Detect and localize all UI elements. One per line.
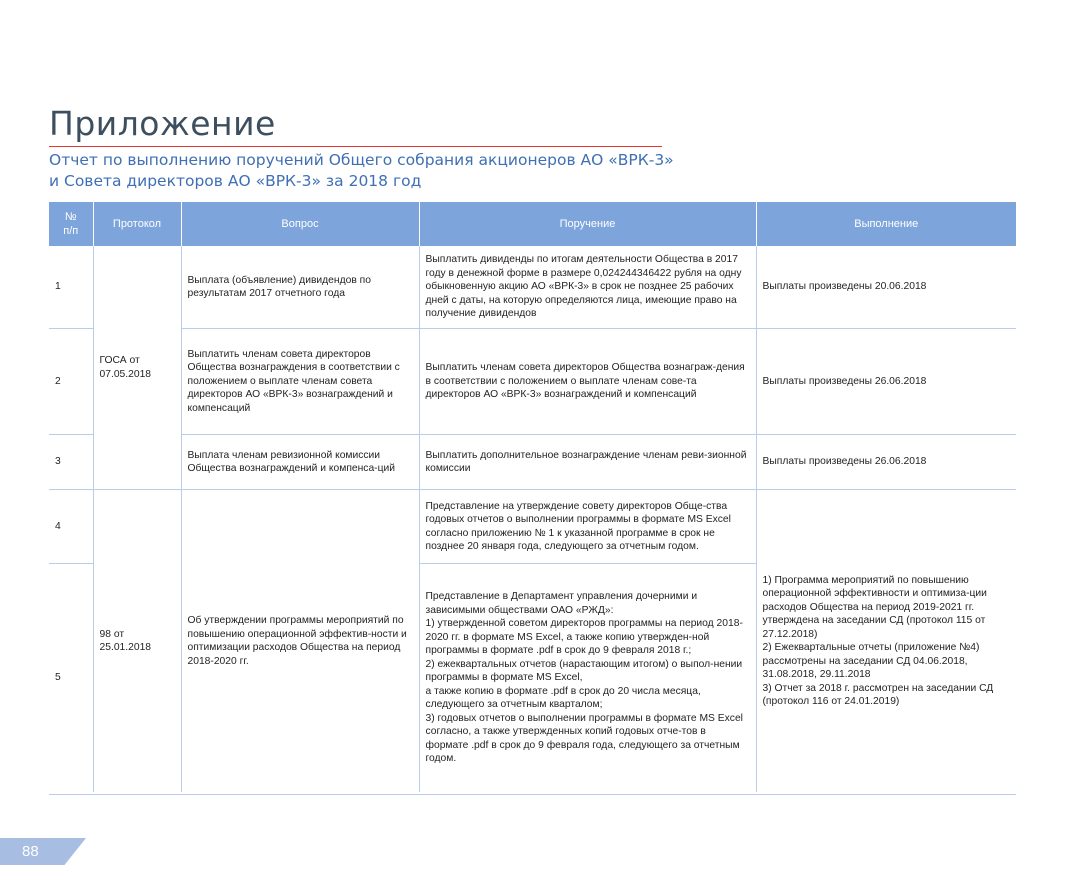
header-question: Вопрос bbox=[181, 202, 419, 246]
question-cell: Выплата членам ревизионной комиссии Общества вознаграждений и компенса-ций bbox=[181, 435, 419, 490]
report-subtitle bbox=[49, 150, 749, 192]
table-header-row bbox=[49, 202, 1016, 246]
subtitle-line-1: Отчет по выполнению поручений Общего собрания акционеров АО «ВРК-3» bbox=[49, 151, 674, 169]
header-protocol: Протокол bbox=[93, 202, 181, 246]
row-number: 3 bbox=[49, 435, 93, 490]
table-row bbox=[49, 490, 1016, 564]
order-cell: Выплатить дивиденды по итогам деятельности Общества в 2017 году в денежной форме в размере 0,024244346422 рубля на одну обыкновенную акцию АО «ВРК-3» в срок не позднее 25 рабочих дней с даты, на которую определяются лица, имеющие право на получение дивидендов bbox=[419, 246, 756, 329]
row-number: 4 bbox=[49, 490, 93, 564]
order-cell: Выплатить членам совета директоров Общества вознаграж-дения в соответствии с положением о выплате членам сове-та директоров АО «ВРК-3» вознаграждений и компенсаций bbox=[419, 329, 756, 435]
result-cell: Выплаты произведены 26.06.2018 bbox=[756, 435, 1016, 490]
protocol-cell: 98 от 25.01.2018 bbox=[93, 490, 181, 793]
page-title: Приложение bbox=[49, 104, 276, 143]
header-order: Поручение bbox=[419, 202, 756, 246]
table-row bbox=[49, 329, 1016, 435]
result-cell: Выплаты произведены 26.06.2018 bbox=[756, 329, 1016, 435]
row-number: 1 bbox=[55, 281, 61, 293]
report-table bbox=[49, 202, 1016, 792]
row-number: 5 bbox=[49, 564, 93, 793]
table-row bbox=[49, 246, 1016, 329]
header-number: № п/п bbox=[49, 202, 93, 246]
protocol-cell: ГОСА от 07.05.2018 bbox=[93, 246, 181, 490]
page-number: 88 bbox=[22, 843, 39, 860]
order-cell: Представление в Департамент управления дочерними и зависимыми обществами ОАО «РЖД»: 1) утвержденной советом директоров программы на период 2018-2020 гг. в формате MS Excel, а также копию утвержден-ной программы в формате .pdf в срок до 9 февраля 2018 г.; 2) ежеквартальных отчетов (нарастающим итогом) о выпол-нении программы в формате MS Excel, а также копию в формате .pdf в срок до 20 числа месяца, следующего за отчетным кварталом; 3) годовых отчетов о выполнении программы в формате MS Excel согласно, а также утвержденных копий годовых отче-тов в формате .pdf в срок до 9 февраля года, следующего за отчетным годом. bbox=[419, 564, 756, 793]
order-cell: Выплатить дополнительное вознаграждение членам реви-зионной комиссии bbox=[419, 435, 756, 490]
result-cell: 1) Программа мероприятий по повышению операционной эффективности и оптимиза-ции расходов Общества на период 2019-2021 гг. утверждена на заседании СД (протокол 115 от 27.12.2018) 2) Ежеквартальные отчеты (приложение №4) рассмотрены на заседании СД 04.06.2018, 31.08.2018, 29.11.2018 3) Отчет за 2018 г. рассмотрен на заседании СД (протокол 116 от 24.01.2019) bbox=[756, 490, 1016, 793]
question-cell: Об утверждении программы мероприятий по повышению операционной эффектив-ности и оптимизации расходов Общества на период 2018-2020 гг. bbox=[181, 490, 419, 793]
result-cell: Выплаты произведены 20.06.2018 bbox=[756, 246, 1016, 329]
order-cell: Представление на утверждение совету директоров Обще-ства годовых отчетов о выполнении программы в формате MS Excel согласно приложению № 1 к указанной программе в срок не позднее 20 января года, следующего за отчетным годом. bbox=[419, 490, 756, 564]
subtitle-line-2: и Совета директоров АО «ВРК-3» за 2018 год bbox=[49, 172, 422, 190]
header-result: Выполнение bbox=[756, 202, 1016, 246]
question-cell: Выплатить членам совета директоров Общества вознаграждения в соответствии с положением о выплате членам совета директоров АО «ВРК-3» вознаграждений и компенсаций bbox=[181, 329, 419, 435]
table-row bbox=[49, 435, 1016, 490]
question-cell: Выплата (объявление) дивидендов по результатам 2017 отчетного года bbox=[181, 246, 419, 329]
row-number: 2 bbox=[49, 329, 93, 435]
title-underline bbox=[49, 146, 662, 147]
page-number-badge bbox=[0, 838, 86, 865]
table-bottom-rule bbox=[49, 794, 1016, 795]
